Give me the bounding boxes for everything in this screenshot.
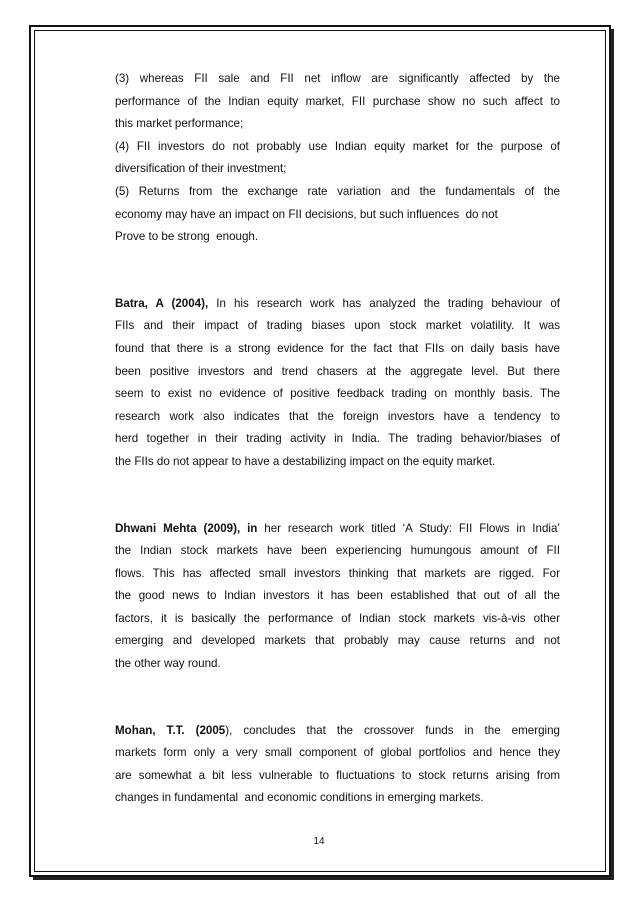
batra-review-paragraph [115,293,560,474]
text-line: Prove to be strong enough. [115,230,259,244]
text-line: performance of the Indian equity market, FII purchase show no such affect to [115,94,560,108]
text-line: (4) FII investors do not probably use Indian equity market for the purpose of [115,139,560,153]
text-line: flows. This has affected small investors thinking that markets are rigged. For [115,566,560,580]
citation-text: her research work titled ‘A Study: FII Flows in India’ [257,521,560,535]
citation-text: ), concludes that the crossover funds in the emerging [225,723,560,737]
text-line: (5) Returns from the exchange rate variation and the fundamentals of the [115,184,560,198]
citation-author: Dhwani Mehta (2009), in [115,521,258,535]
text-line: research work also indicates that the foreign investors have a tendency to [115,409,560,423]
text-line [115,293,560,316]
text-line: the Indian stock markets have been experiencing humungous amount of FII [115,544,560,558]
citation-author: Mohan, T.T. (2005 [115,723,226,737]
text-line: the other way round. [115,657,221,671]
text-line: this market performance; [115,117,244,131]
findings-list-paragraph [115,68,560,249]
text-line: seem to exist no evidence of positive feedback trading on monthly basis. The [115,387,560,401]
citation-author: Batra, A (2004), [115,296,209,310]
text-line: economy may have an impact on FII decisions, but such influences do not [115,207,498,221]
page-border-shadow-right [611,29,614,880]
text-line: are somewhat a bit less vulnerable to fluctuations to stock returns arising from [115,768,560,782]
mohan-review-paragraph [115,720,560,810]
text-line: factors, it is basically the performance of Indian stock markets vis-à-vis other [115,611,560,625]
document-body [115,68,560,810]
text-line: the FIIs do not appear to have a destabilizing impact on the equity market. [115,454,496,468]
text-line: diversification of their investment; [115,162,287,176]
text-line: herd together in their trading activity in India. The trading behavior/biases of [115,432,560,446]
text-line [115,518,560,541]
citation-text: In his research work has analyzed the trading behaviour of [208,296,560,310]
page-number: 14 [313,836,325,847]
text-line: found that there is a strong evidence for the fact that FIIs on daily basis have [115,341,560,355]
dhwani-review-paragraph [115,518,560,676]
text-line: FIIs and their impact of trading biases upon stock market volatility. It was [115,319,560,333]
text-line: the good news to Indian investors it has been established that out of all the [115,589,560,603]
text-line [115,720,560,743]
text-line: markets form only a very small component of global portfolios and hence they [115,746,560,760]
text-line: been positive investors and trend chasers at the aggregate level. But there [115,364,560,378]
page-border-shadow-bottom [33,877,614,880]
text-line: emerging and developed markets that probably may cause returns and not [115,634,560,648]
text-line: (3) whereas FII sale and FII net inflow are significantly affected by the [115,72,560,85]
text-line: changes in fundamental and economic conditions in emerging markets. [115,791,484,805]
